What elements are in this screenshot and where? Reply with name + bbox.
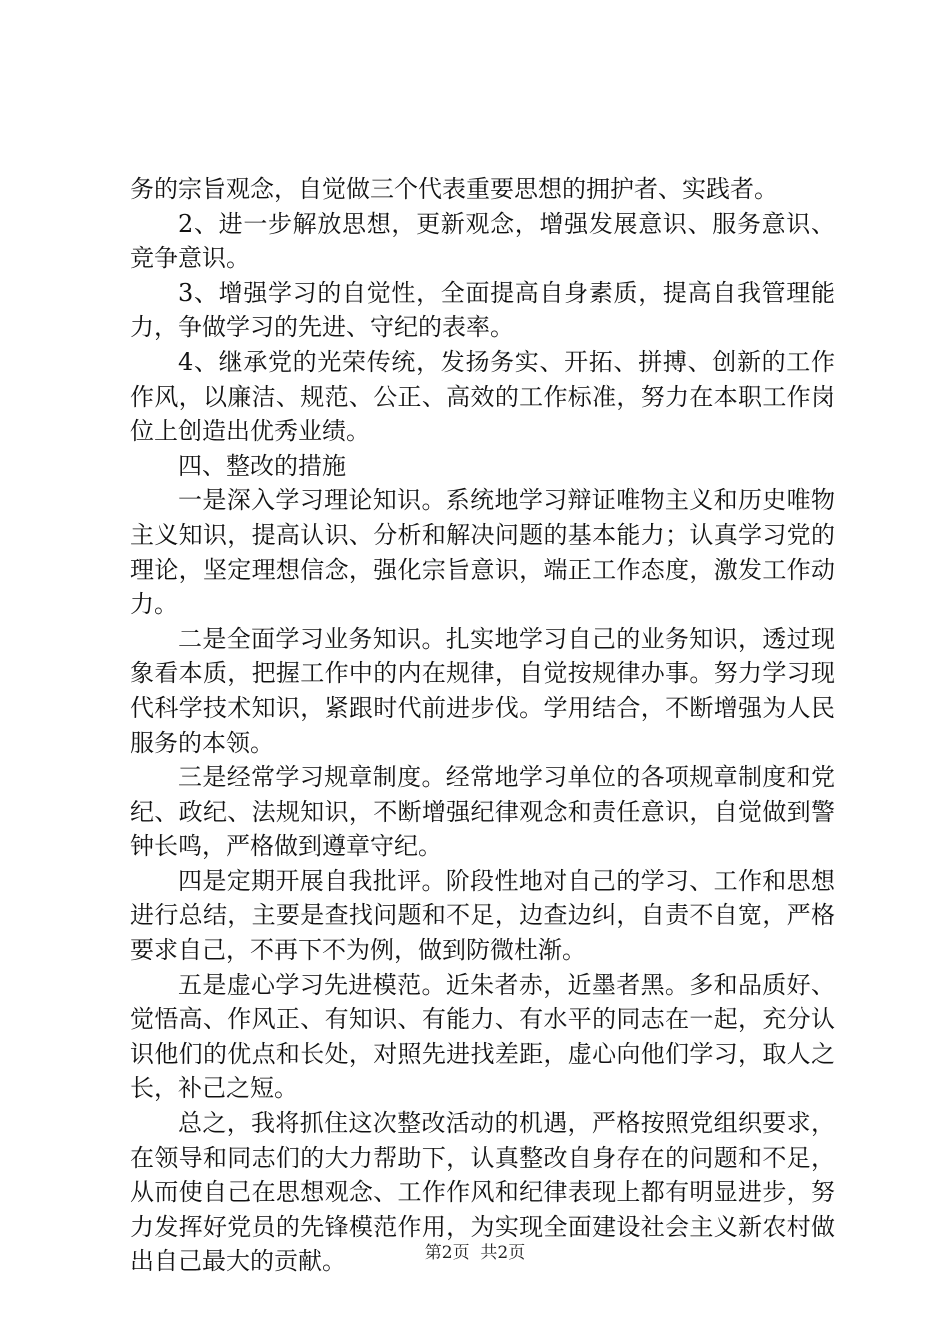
paragraph-measure-1: 一是深入学习理论知识。系统地学习辩证唯物主义和历史唯物主义知识，提高认识、分析和解决问题的基本能力；认真学习党的理论，坚定理想信念，强化宗旨意识，端正工作态度，激发工作动力。 <box>130 486 835 619</box>
paragraph-measure-5: 五是虚心学习先进模范。近朱者赤，近墨者黑。多和品质好、觉悟高、作风正、有知识、有能力、有水平的同志在一起，充分认识他们的优点和长处，对照先进找差距，虚心向他们学习，取人之长，补己之短。 <box>130 970 835 1103</box>
paragraph-item-4: 4、继承党的光荣传统，发扬务实、开拓、拼搏、创新的工作作风，以廉洁、规范、公正、高效的工作标准，努力在本职工作岗位上创造出优秀业绩。 <box>130 347 835 446</box>
document-body <box>130 172 835 1279</box>
paragraph-item-2: 2、进一步解放思想，更新观念，增强发展意识、服务意识、竞争意识。 <box>130 209 835 273</box>
paragraph-measure-2: 二是全面学习业务知识。扎实地学习自己的业务知识，透过现象看本质，把握工作中的内在规律，自觉按规律办事。努力学习现代科学技术知识，紧跟时代前进步伐。学用结合，不断增强为人民服务的本领。 <box>130 624 835 757</box>
page-number-label: 第2页 共2页 <box>424 1243 526 1263</box>
paragraph-item-3: 3、增强学习的自觉性，全面提高自身素质，提高自我管理能力，争做学习的先进、守纪的表率。 <box>130 278 835 342</box>
paragraph-measure-3: 三是经常学习规章制度。经常地学习单位的各项规章制度和党纪、政纪、法规知识，不断增强纪律观念和责任意识，自觉做到警钟长鸣，严格做到遵章守纪。 <box>130 763 835 861</box>
paragraph-continuation: 务的宗旨观念，自觉做三个代表重要思想的拥护者、实践者。 <box>130 175 778 203</box>
page-footer <box>0 1241 950 1265</box>
paragraph-measure-4: 四是定期开展自我批评。阶段性地对自己的学习、工作和思想进行总结，主要是查找问题和不足，边查边纠，自责不自宽，严格要求自己，不再下不为例，做到防微杜渐。 <box>130 866 835 965</box>
section-heading-measures: 四、整改的措施 <box>178 451 346 480</box>
paragraph-conclusion: 总之，我将抓住这次整改活动的机遇，严格按照党组织要求，在领导和同志们的大力帮助下，认真整改自身存在的问题和不足，从而使自己在思想观念、工作作风和纪律表现上都有明显进步，努力发挥好党员的先锋模范作用，为实现全面建设社会主义新农村做出自己最大的贡献。 <box>130 1109 835 1276</box>
